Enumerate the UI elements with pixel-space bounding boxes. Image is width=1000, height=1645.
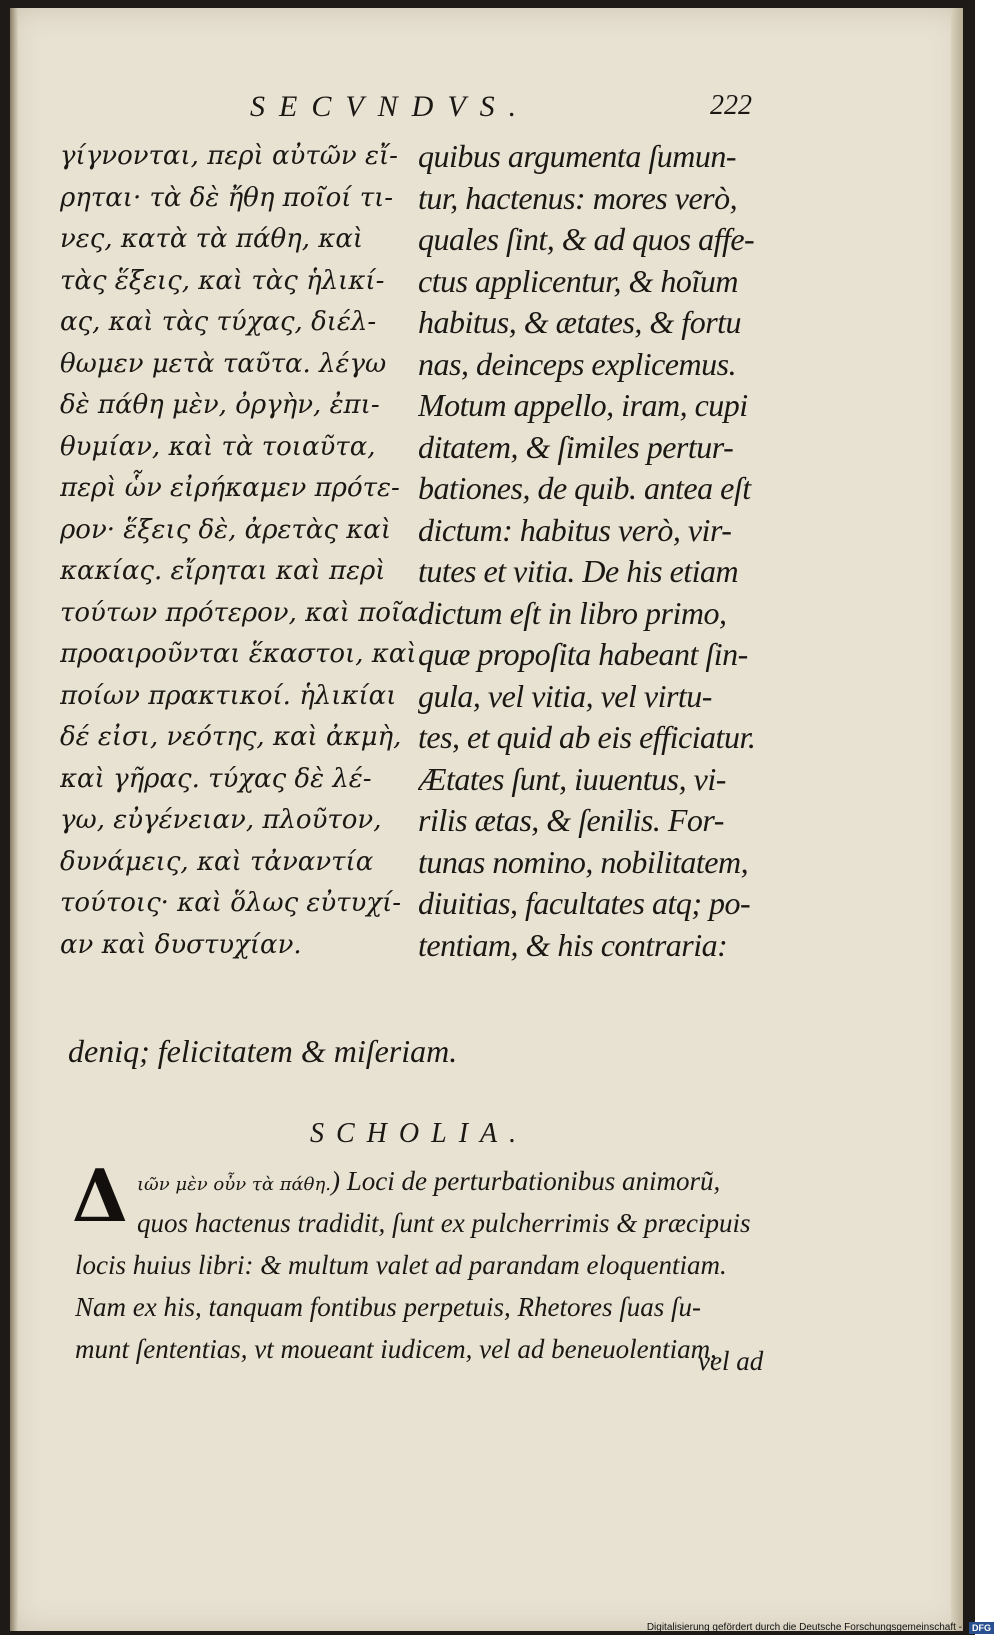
drop-initial-letter: Δ [72, 1153, 128, 1238]
book-page [10, 8, 963, 1631]
greek-line: καὶ γῆρας. τύχας δὲ λέ- [60, 763, 372, 794]
latin-line: gula, vel vitia, vel virtu- [418, 677, 712, 714]
greek-line: ποίων πρακτικοί. ἡλικίαι [60, 680, 397, 711]
greek-line: γίγνονται, περὶ αὐτῶν εἴ- [60, 141, 398, 171]
latin-line: dictum eſt in libro primo, [418, 594, 727, 631]
latin-line: tur, hactenus: mores verò, [418, 179, 738, 216]
latin-line: tunas nomino, nobilitatem, [418, 843, 749, 880]
latin-line: quales ſint, & ad quos affe- [418, 221, 755, 257]
page-gutter-shadow [10, 8, 18, 1631]
greek-line: τούτοις· καὶ ὅλως εὐτυχί- [60, 888, 402, 918]
latin-line: quæ propoſita habeant ſin- [418, 636, 748, 672]
greek-line: κακίας. εἴρηται καὶ περὶ [60, 556, 386, 586]
scholia-line: quos hactenus tradidit, ſunt ex pulcherrimis & præcipuis [137, 1208, 751, 1238]
greek-line: ρον· ἕξεις δὲ, ἀρετὰς καὶ [60, 514, 392, 545]
scholia-heading: SCHOLIA. [310, 1118, 529, 1149]
latin-line: rilis ætas, & ſenilis. For- [418, 802, 724, 838]
latin-line: dictum: habitus verò, vir- [418, 511, 732, 548]
greek-line: θωμεν μετὰ ταῦτα. λέγω [60, 348, 387, 379]
catchword: vel ad [698, 1346, 764, 1376]
latin-line: Ætates ſunt, iuuentus, vi- [418, 760, 726, 797]
scholia-first-line [75, 1160, 795, 1202]
latin-line: tes, et quid ab eis efficiatur. [418, 719, 756, 755]
scholia-body [75, 1160, 795, 1370]
scholia-first-line-text: ) Loci de perturbationibus animorũ, [331, 1166, 721, 1196]
latin-text-column [418, 136, 798, 966]
latin-line: habitus, & ætates, & fortu [418, 304, 742, 340]
greek-line: δυνάμεις, καὶ τἀναντία [60, 846, 374, 877]
funding-notice: Digitalisierung gefördert durch die Deutsche Forschungsgemeinschaft - [646, 1622, 962, 1633]
greek-line: περὶ ὧν εἰρήκαμεν πρότε- [60, 473, 400, 503]
latin-line: nas, deinceps explicemus. [418, 345, 737, 382]
scholia-lemma: ιῶν μὲν οὖν τὰ πάθη. [137, 1174, 332, 1195]
latin-line: tutes et vitia. De his etiam [418, 553, 739, 589]
page-fore-edge [951, 8, 963, 1631]
latin-line: quibus argumenta ſumun- [418, 138, 736, 174]
greek-line: ρηται· τὰ δὲ ἤθη ποῖοί τι- [60, 182, 394, 213]
closing-latin-line: deniq; felicitatem & miſeriam. [68, 1033, 458, 1069]
greek-line: γω, εὐγένειαν, πλοῦτον, [60, 805, 382, 835]
footer-strip [0, 1635, 1000, 1645]
greek-line: δέ εἰσι, νεότης, καὶ ἀκμὴ, [60, 722, 402, 752]
scholia-line: munt ſententias, vt moueant iudicem, vel ad beneuolentiam, [75, 1334, 717, 1364]
greek-line: τούτων πρότερον, καὶ ποῖα [60, 597, 419, 628]
greek-line: νες, κατὰ τὰ πάθη, καὶ [60, 224, 364, 254]
greek-text-column [60, 136, 420, 966]
greek-line: τὰς ἕξεις, καὶ τὰς ἡλικί- [60, 265, 385, 296]
running-head [10, 90, 963, 130]
greek-line: δὲ πάθη μὲν, ὀργὴν, ἐπι- [60, 390, 380, 420]
latin-line: bationes, de quib. antea eſt [418, 470, 751, 506]
greek-line: θυμίαν, καὶ τὰ τοιαῦτα, [60, 431, 376, 462]
scholia-line: locis huius libri: & multum valet ad parandam eloquentiam. [75, 1250, 727, 1280]
latin-line: diuitias, facultates atq; po- [418, 885, 751, 921]
greek-line: προαιροῦνται ἕκαστοι, καὶ [60, 639, 417, 669]
latin-line: Motum appello, iram, cupi [418, 387, 748, 423]
latin-line: tentiam, & his contraria: [418, 926, 728, 963]
dfg-logo: DFG [969, 1622, 994, 1634]
scholia-line: Nam ex his, tanquam fontibus perpetuis, Rhetores ſuas ſu- [75, 1292, 701, 1322]
page-number: 222 [710, 90, 752, 121]
latin-line: ctus applicentur, & hoĩum [418, 262, 738, 299]
greek-line: αν καὶ δυστυχίαν. [60, 929, 302, 960]
running-title: SECVNDVS. [250, 90, 531, 123]
greek-line: ας, καὶ τὰς τύχας, διέλ- [60, 307, 377, 337]
latin-line: ditatem, & ſimiles pertur- [418, 428, 734, 465]
